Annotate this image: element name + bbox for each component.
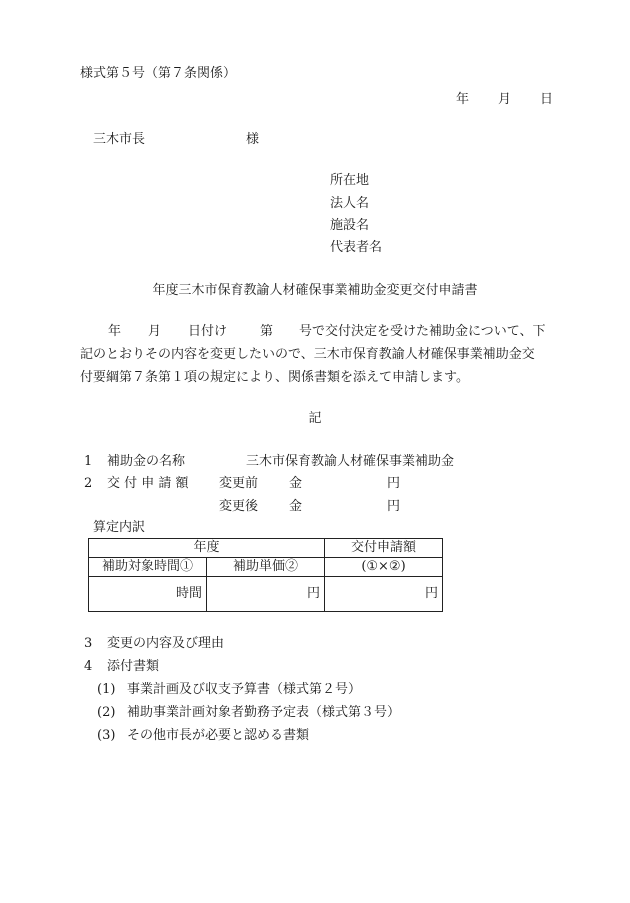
calc-header-row (89, 539, 443, 558)
body-month: 月 (148, 324, 162, 339)
form-number: 様式第５号（第７条関係） (80, 66, 237, 81)
calc-value-row (89, 577, 443, 612)
calc-col-unit-price: 補助単価② (207, 558, 325, 577)
item3-number: 3 (84, 636, 93, 651)
item1-label: 補助金の名称 (107, 454, 186, 469)
date-day-label: 日 (540, 92, 554, 107)
item4-number: 4 (84, 659, 93, 674)
calc-amount-cell[interactable]: 円 (325, 577, 443, 612)
calc-col-hours: 補助対象時間① (89, 558, 207, 577)
calc-col-formula: (①×②) (325, 558, 443, 577)
date-month-label: 月 (498, 92, 512, 107)
body-day-label: 日付け (188, 324, 228, 339)
item1-number: 1 (84, 454, 93, 469)
item4-label: 添付書類 (107, 659, 160, 674)
attachment-2-text: 補助事業計画対象者勤務予定表（様式第３号） (127, 705, 401, 720)
calc-table (88, 538, 443, 612)
calc-header-amount: 交付申請額 (325, 539, 443, 558)
body-line1-rest: 号で交付決定を受けた補助金について、下 (299, 324, 546, 339)
addressee-name: 三木市長 (93, 132, 146, 147)
document-title: 年度三木市保育教諭人材確保事業補助金変更交付申請書 (152, 283, 478, 298)
calc-hours-cell[interactable]: 時間 (89, 577, 207, 612)
attachment-3-text: その他市長が必要と認める書類 (127, 728, 310, 743)
calc-subheader-row (89, 558, 443, 577)
field-facility-label: 施設名 (330, 218, 370, 233)
attachment-1-number: (1) (97, 682, 116, 697)
calc-caption: 算定内訳 (93, 520, 146, 535)
calc-unit-price-cell[interactable]: 円 (207, 577, 325, 612)
calc-header-year: 年度 (89, 539, 325, 558)
date-year-label: 年 (456, 92, 470, 107)
attachment-3-number: (3) (97, 728, 116, 743)
item2-label: 交 付 申 請 額 (107, 476, 189, 491)
item2-after-kin: 金 (289, 499, 303, 514)
attachment-1-text: 事業計画及び収支予算書（様式第２号） (127, 682, 362, 697)
item2-number: 2 (84, 476, 93, 491)
body-line2: 記のとおりその内容を変更したいので、三木市保育教諭人材確保事業補助金交 (80, 347, 535, 362)
field-corporation-label: 法人名 (330, 196, 370, 211)
item3-label: 変更の内容及び理由 (107, 636, 225, 651)
body-year: 年 (108, 324, 122, 339)
attachment-2-number: (2) (97, 705, 116, 720)
ki-heading: 記 (308, 411, 322, 426)
item2-before-kin: 金 (289, 476, 303, 491)
item1-value: 三木市保育教諭人材確保事業補助金 (246, 454, 455, 469)
item2-after-yen: 円 (387, 499, 401, 514)
item2-before-yen: 円 (387, 476, 401, 491)
field-address-label: 所在地 (330, 173, 370, 188)
item2-after-label: 変更後 (219, 499, 259, 514)
body-line3: 付要綱第７条第１項の規定により、関係書類を添えて申請します。 (80, 370, 469, 385)
addressee-honorific: 様 (246, 132, 260, 147)
item2-before-label: 変更前 (219, 476, 259, 491)
body-no-prefix: 第 (260, 324, 274, 339)
field-representative-label: 代表者名 (330, 240, 383, 255)
